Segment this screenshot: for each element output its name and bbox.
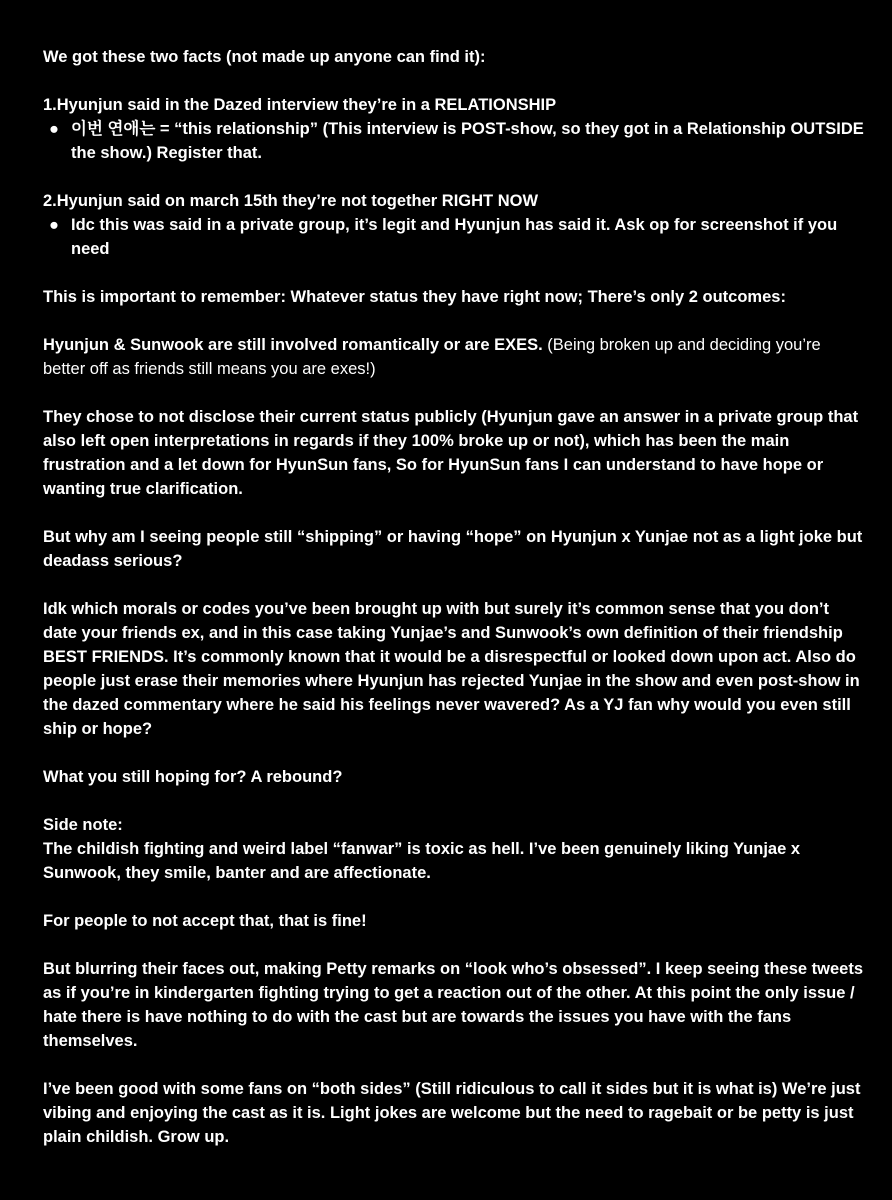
shipping-paragraph: But why am I seeing people still “shipping” or having “hope” on Hyunjun x Yunjae not as a light joke but deadass serious?	[43, 528, 863, 570]
fact-2-heading: 2.Hyunjun said on march 15th they’re not together RIGHT NOW	[43, 192, 539, 210]
fact-1-bullet-text: 이번 연애는 = “this relationship” (This interview is POST-show, so they got in a Relationship OUTSIDE the show.) Register that.	[71, 120, 864, 162]
side-note-label: Side note:	[43, 816, 123, 834]
list-item	[43, 213, 864, 261]
rebound-paragraph: What you still hoping for? A rebound?	[43, 768, 343, 786]
accept-paragraph: For people to not accept that, that is fine!	[43, 912, 367, 930]
side-note-paragraph	[43, 813, 864, 885]
bullet-icon: ●	[49, 120, 59, 138]
outcome-normal-text: (Being broken up and deciding you’re better off as friends still means you are exes!)	[43, 336, 821, 378]
outcome-paragraph	[43, 333, 864, 381]
fact-2-list	[43, 213, 864, 261]
side-note-text: The childish fighting and weird label “fanwar” is toxic as hell. I’ve been genuinely liking Yunjae x Sunwook, they smile, banter and are affectionate.	[43, 840, 801, 882]
intro-paragraph: We got these two facts (not made up anyone can find it):	[43, 48, 486, 66]
outcome-bold-text: Hyunjun & Sunwook are still involved romantically or are EXES.	[43, 336, 543, 354]
bullet-icon: ●	[49, 216, 59, 234]
fact-2-bullet-text: Idc this was said in a private group, it’s legit and Hyunjun has said it. Ask op for screenshot if you need	[71, 216, 838, 258]
list-item	[43, 117, 864, 165]
blurring-paragraph: But blurring their faces out, making Petty remarks on “look who’s obsessed”. I keep seeing these tweets as if you’re in kindergarten fighting trying to get a reaction out of the other. At this point the only issue / hate there is have nothing to do with the cast but are towards the issues you have with the fans themselves.	[43, 960, 864, 1050]
fact-1-heading: 1.Hyunjun said in the Dazed interview they’re in a RELATIONSHIP	[43, 96, 557, 114]
disclose-paragraph: They chose to not disclose their current status publicly (Hyunjun gave an answer in a private group that also left open interpretations in regards if they 100% broke up or not), which has been the main frustration and a let down for HyunSun fans, So for HyunSun fans I can understand to have hope or wanting true clarification.	[43, 408, 859, 498]
sides-paragraph: I’ve been good with some fans on “both sides” (Still ridiculous to call it sides but it is what is) We’re just vibing and enjoying the cast as it is. Light jokes are welcome but the need to ragebait or be petty is just plain childish. Grow up.	[43, 1080, 861, 1146]
important-paragraph: This is important to remember: Whatever status they have right now; There’s only 2 outcomes:	[43, 288, 786, 306]
morals-paragraph: Idk which morals or codes you’ve been brought up with but surely it’s common sense that you don’t date your friends ex, and in this case taking Yunjae’s and Sunwook’s own definition of their friendship BEST FRIENDS. It’s commonly known that it would be a disrespectful or looked down upon act. Also do people just erase their memories where Hyunjun has rejected Yunjae in the show and even post-show in the dazed commentary where he said his feelings never wavered? As a YJ fan why would you even still ship or hope?	[43, 600, 860, 738]
fact-1-list	[43, 117, 864, 165]
